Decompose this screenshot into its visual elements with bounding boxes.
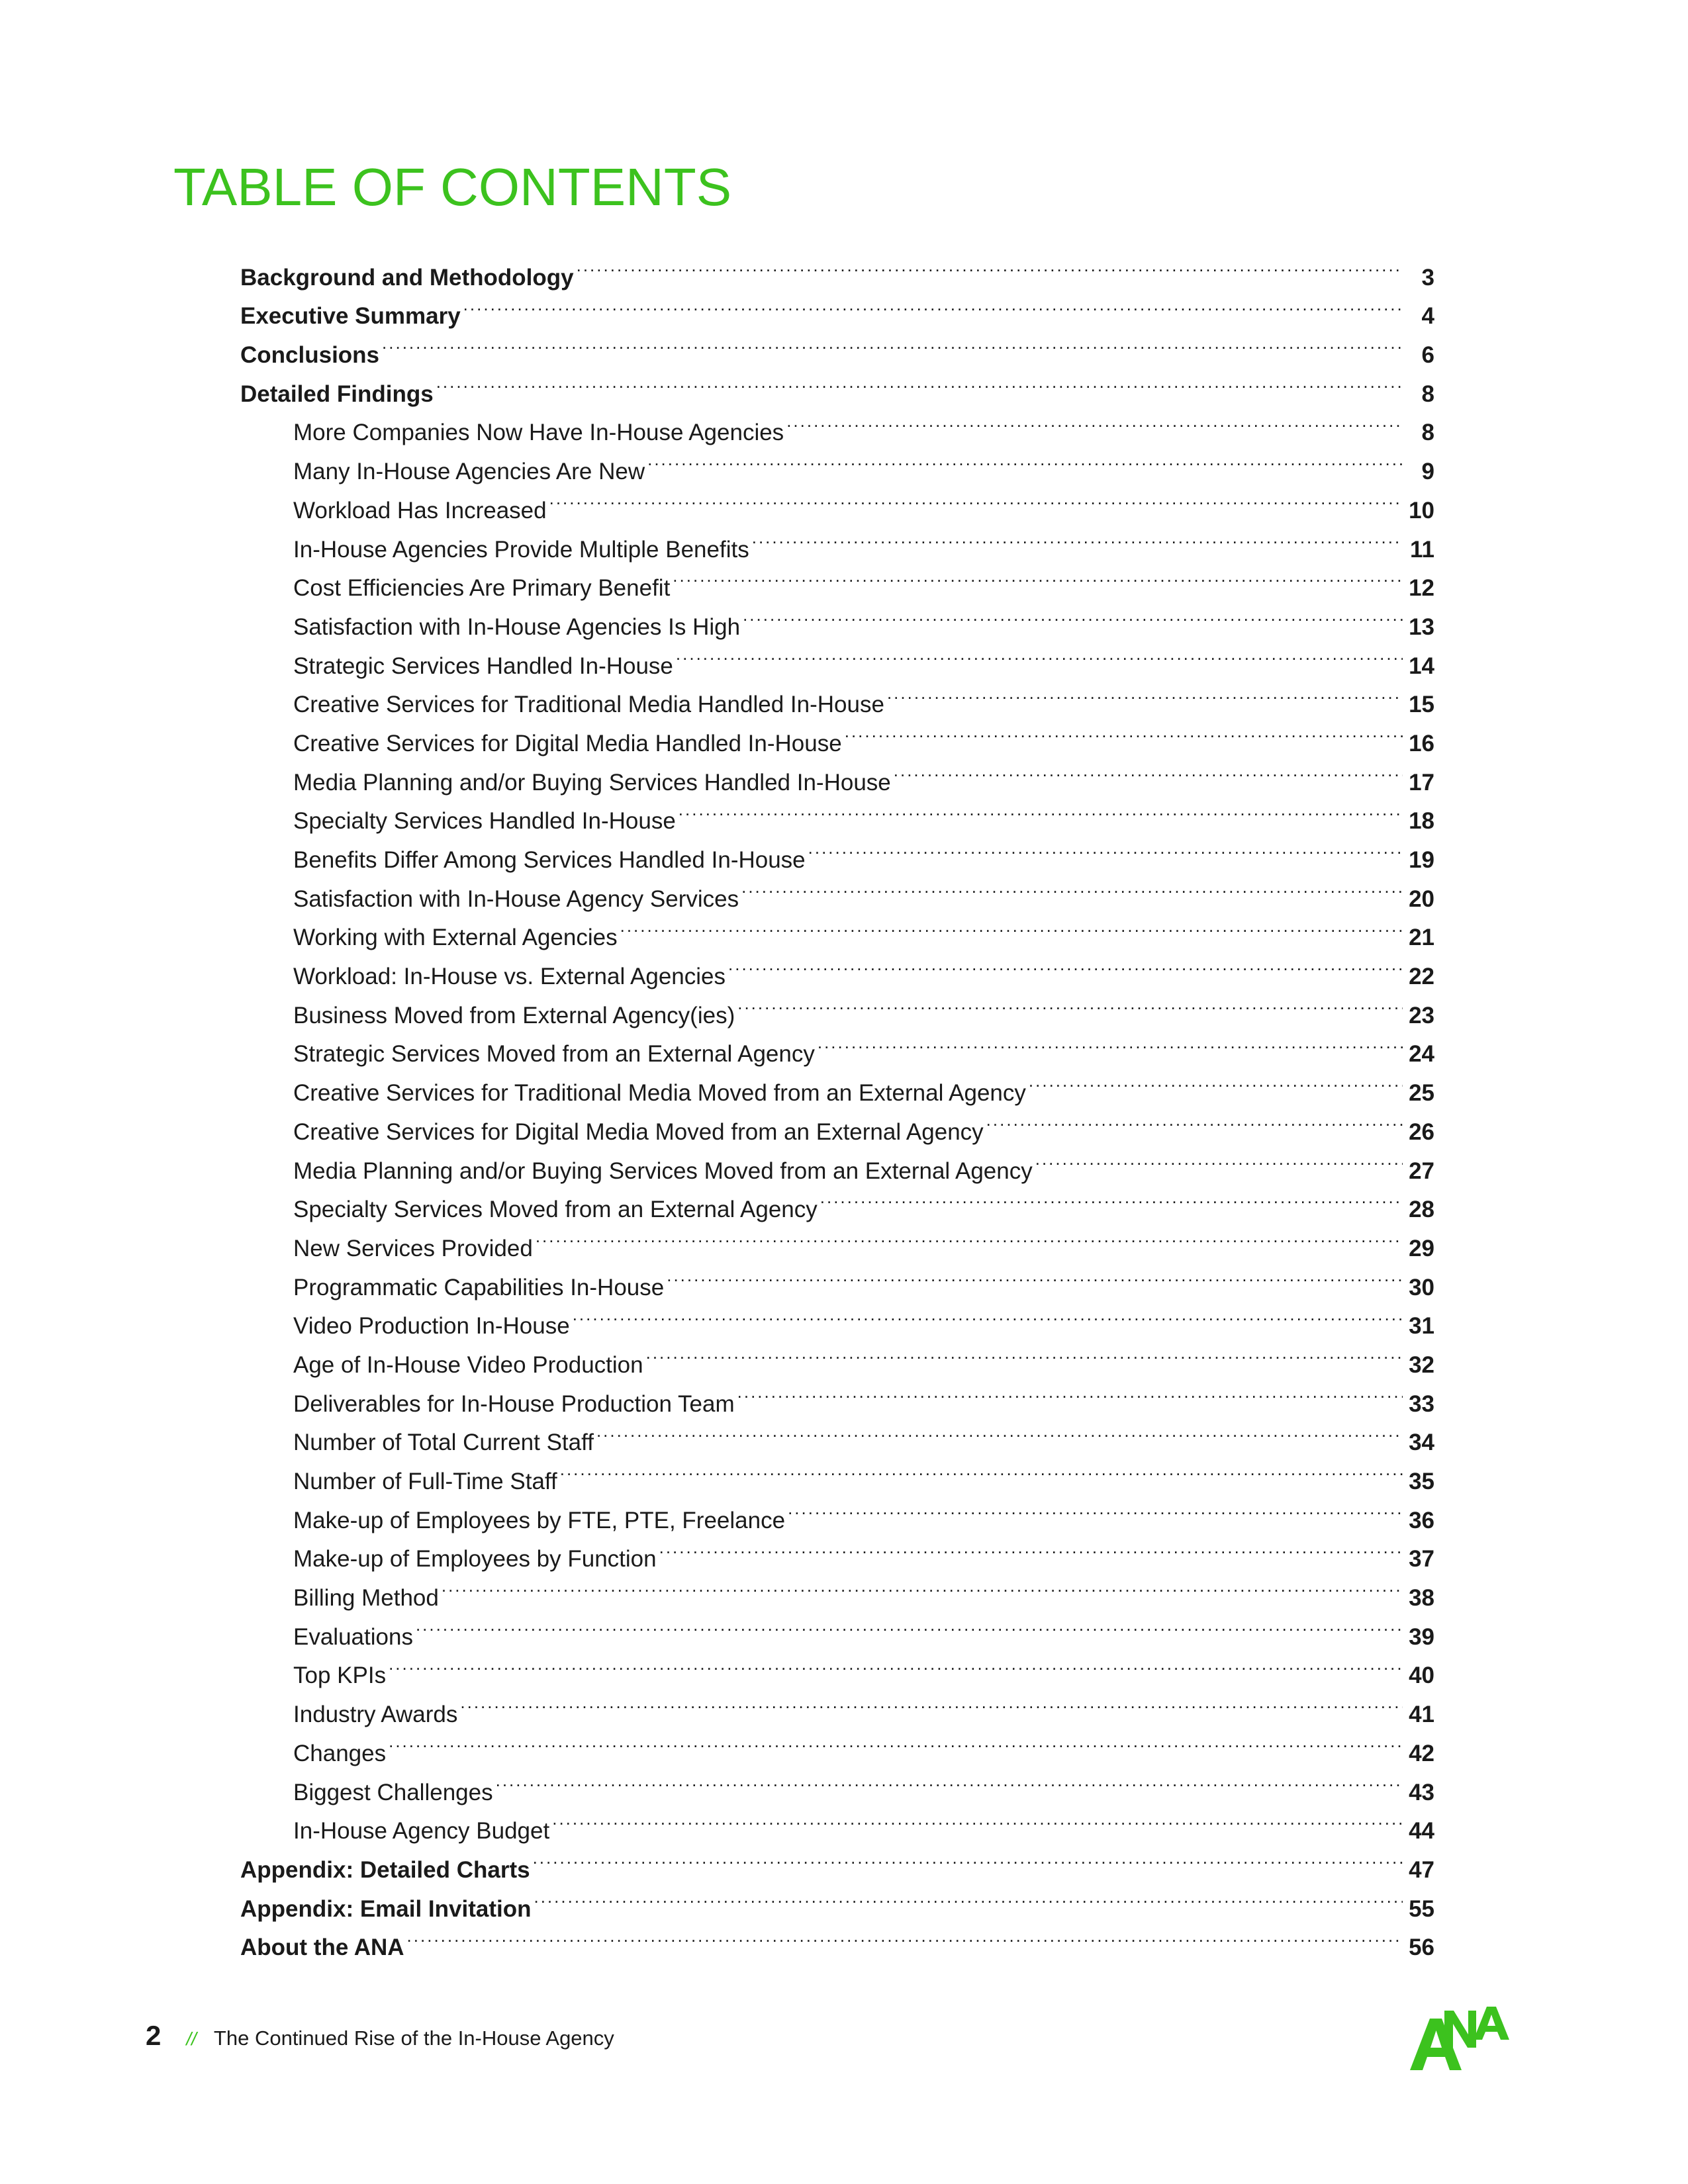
- toc-entry-page-number: 18: [1409, 808, 1434, 835]
- toc-entry-page-number: 43: [1409, 1779, 1434, 1805]
- toc-entry-page-number: 40: [1409, 1662, 1434, 1689]
- toc-dot-leader: [786, 402, 1403, 441]
- toc-entry-title: Deliverables for In-House Production Team: [293, 1390, 735, 1417]
- toc-entry-title: Cost Efficiencies Are Primary Benefit: [293, 575, 671, 602]
- toc-entry-page-number: 30: [1409, 1274, 1434, 1300]
- toc-entry[interactable]: [240, 1722, 1434, 1766]
- toc-entry-title: Top KPIs: [293, 1662, 387, 1689]
- toc-dot-leader: [596, 1412, 1403, 1451]
- toc-entry-title: Make-up of Employees by Function: [293, 1546, 657, 1572]
- toc-entry-title: Appendix: Email Invitation: [240, 1895, 532, 1922]
- toc-entry-page-number: 24: [1409, 1041, 1434, 1068]
- toc-dot-leader: [887, 674, 1403, 713]
- toc-dot-leader: [667, 1256, 1403, 1295]
- page-title: TABLE OF CONTENTS: [173, 158, 732, 216]
- toc-entry-page-number: 35: [1409, 1469, 1434, 1494]
- toc-dot-leader: [737, 1373, 1403, 1412]
- table-of-contents: [240, 246, 1434, 1961]
- toc-entry-title: Creative Services for Digital Media Moved from an External Agency: [293, 1118, 984, 1145]
- toc-entry-title: In-House Agencies Provide Multiple Benefits: [293, 536, 749, 563]
- toc-dot-leader: [752, 518, 1403, 557]
- toc-entry-title: Specialty Services Moved from an External Agency: [293, 1197, 818, 1223]
- toc-dot-leader: [679, 790, 1403, 829]
- toc-dot-leader: [818, 1023, 1403, 1062]
- toc-entry-title: Media Planning and/or Buying Services Handled In-House: [293, 769, 891, 796]
- toc-dot-leader: [534, 1878, 1403, 1917]
- toc-entry-title: Programmatic Capabilities In-House: [293, 1274, 665, 1300]
- toc-entry[interactable]: [240, 1606, 1434, 1650]
- ana-logo-icon: [1407, 2005, 1513, 2071]
- toc-entry-page-number: 19: [1409, 847, 1434, 873]
- toc-entry-page-number: 44: [1409, 1818, 1434, 1844]
- ana-logo-n: [1444, 2011, 1476, 2048]
- toc-entry-title: Background and Methodology: [240, 264, 574, 291]
- toc-entry-page-number: 42: [1409, 1740, 1434, 1766]
- toc-entry[interactable]: [240, 324, 1434, 369]
- toc-entry-page-number: 4: [1421, 303, 1434, 330]
- footer-document-title: The Continued Rise of the In-House Agency: [213, 2026, 614, 2050]
- toc-entry-title: Changes: [293, 1740, 387, 1766]
- toc-dot-leader: [808, 829, 1403, 868]
- toc-entry-page-number: 8: [1421, 420, 1434, 446]
- toc-dot-leader: [894, 751, 1403, 790]
- toc-entry-title: Conclusions: [240, 342, 380, 369]
- toc-dot-leader: [743, 596, 1403, 635]
- toc-dot-leader: [986, 1101, 1403, 1140]
- toc-entry[interactable]: [240, 1645, 1434, 1689]
- toc-entry-page-number: 37: [1409, 1546, 1434, 1572]
- toc-entry-title: Workload Has Increased: [293, 497, 547, 523]
- toc-dot-leader: [659, 1528, 1403, 1567]
- toc-dot-leader: [536, 1217, 1403, 1256]
- toc-dot-leader: [442, 1567, 1403, 1606]
- toc-entry-page-number: 38: [1409, 1585, 1434, 1612]
- toc-entry-page-number: 25: [1409, 1080, 1434, 1107]
- toc-entry-title: Detailed Findings: [240, 381, 434, 407]
- toc-entry-title: Industry Awards: [293, 1702, 458, 1728]
- toc-dot-leader: [436, 363, 1403, 402]
- toc-entry-title: Creative Services for Traditional Media Handled In-House: [293, 692, 884, 718]
- toc-entry-title: Make-up of Employees by FTE, PTE, Freelance: [293, 1507, 786, 1533]
- toc-entry-page-number: 8: [1421, 381, 1434, 407]
- toc-entry[interactable]: [240, 1683, 1434, 1728]
- footer-separator: //: [186, 2028, 197, 2049]
- toc-entry-title: Workload: In-House vs. External Agencies: [293, 964, 726, 990]
- toc-entry[interactable]: [240, 246, 1434, 291]
- page-footer: [146, 2020, 614, 2052]
- toc-dot-leader: [820, 1179, 1403, 1218]
- toc-entry-title: Satisfaction with In-House Agency Services: [293, 886, 739, 912]
- toc-entry-title: Video Production In-House: [293, 1313, 570, 1340]
- toc-dot-leader: [463, 285, 1403, 324]
- toc-dot-leader: [460, 1683, 1403, 1722]
- toc-dot-leader: [647, 440, 1403, 479]
- toc-dot-leader: [737, 984, 1403, 1023]
- toc-entry-title: Number of Total Current Staff: [293, 1430, 594, 1456]
- toc-entry-title: Billing Method: [293, 1585, 439, 1612]
- toc-dot-leader: [533, 1839, 1403, 1878]
- toc-dot-leader: [1029, 1062, 1403, 1101]
- toc-entry-title: Executive Summary: [240, 303, 461, 330]
- toc-entry-page-number: 28: [1409, 1197, 1434, 1223]
- toc-entry-title: Age of In-House Video Production: [293, 1351, 643, 1378]
- toc-entry-title: Appendix: Detailed Charts: [240, 1856, 530, 1883]
- toc-entry-title: Strategic Services Moved from an External Agency: [293, 1041, 815, 1068]
- toc-entry-page-number: 9: [1421, 459, 1434, 485]
- toc-entry-title: Satisfaction with In-House Agencies Is High: [293, 614, 741, 640]
- toc-dot-leader: [673, 557, 1403, 596]
- toc-entry[interactable]: [240, 1761, 1434, 1805]
- toc-dot-leader: [389, 1722, 1403, 1761]
- toc-entry[interactable]: [240, 1917, 1434, 1961]
- toc-entry-page-number: 3: [1421, 264, 1434, 291]
- toc-entry-title: New Services Provided: [293, 1235, 533, 1261]
- toc-dot-leader: [560, 1450, 1403, 1489]
- toc-entry-title: Many In-House Agencies Are New: [293, 459, 645, 485]
- toc-entry-title: Creative Services for Digital Media Handled In-House: [293, 730, 842, 756]
- toc-entry-title: Number of Full-Time Staff: [293, 1469, 557, 1494]
- toc-dot-leader: [728, 945, 1403, 984]
- toc-dot-leader: [620, 907, 1403, 946]
- toc-entry-title: Biggest Challenges: [293, 1779, 493, 1805]
- toc-dot-leader: [552, 1800, 1403, 1839]
- toc-entry-page-number: 55: [1409, 1895, 1434, 1922]
- toc-dot-leader: [577, 246, 1403, 285]
- toc-dot-leader: [845, 712, 1403, 751]
- toc-entry-title: Specialty Services Handled In-House: [293, 808, 676, 835]
- toc-entry-page-number: 36: [1409, 1507, 1434, 1533]
- toc-dot-leader: [741, 868, 1403, 907]
- toc-entry-page-number: 6: [1421, 342, 1434, 369]
- toc-entry-page-number: 15: [1409, 692, 1434, 718]
- toc-entry-title: Creative Services for Traditional Media Moved from an External Agency: [293, 1080, 1026, 1107]
- toc-entry-page-number: 12: [1409, 575, 1434, 602]
- toc-entry-page-number: 32: [1409, 1351, 1434, 1378]
- toc-entry-page-number: 56: [1409, 1934, 1434, 1961]
- toc-entry-page-number: 16: [1409, 730, 1434, 756]
- toc-entry-page-number: 27: [1409, 1158, 1434, 1184]
- toc-entry-page-number: 10: [1409, 497, 1434, 523]
- toc-entry-page-number: 33: [1409, 1390, 1434, 1417]
- toc-entry[interactable]: [240, 363, 1434, 407]
- toc-entry-title: Working with External Agencies: [293, 925, 618, 951]
- toc-dot-leader: [416, 1606, 1403, 1645]
- toc-dot-leader: [646, 1334, 1403, 1373]
- toc-entry-page-number: 22: [1409, 964, 1434, 990]
- toc-entry-title: Media Planning and/or Buying Services Moved from an External Agency: [293, 1158, 1033, 1184]
- toc-dot-leader: [389, 1645, 1403, 1684]
- toc-entry-title: In-House Agency Budget: [293, 1818, 550, 1844]
- toc-entry-title: More Companies Now Have In-House Agencies: [293, 420, 784, 446]
- toc-entry-page-number: 14: [1409, 653, 1434, 679]
- toc-dot-leader: [549, 479, 1403, 518]
- toc-entry-page-number: 34: [1409, 1430, 1434, 1456]
- toc-entry-page-number: 29: [1409, 1235, 1434, 1261]
- toc-entry-page-number: 26: [1409, 1118, 1434, 1145]
- toc-entry-page-number: 47: [1409, 1856, 1434, 1883]
- toc-dot-leader: [788, 1489, 1403, 1528]
- toc-dot-leader: [676, 635, 1403, 674]
- toc-entry-title: About the ANA: [240, 1934, 404, 1961]
- toc-entry-page-number: 41: [1409, 1702, 1434, 1728]
- toc-entry-page-number: 21: [1409, 925, 1434, 951]
- toc-entry-title: Business Moved from External Agency(ies): [293, 1002, 735, 1028]
- toc-dot-leader: [382, 324, 1403, 363]
- toc-dot-leader: [496, 1761, 1403, 1800]
- toc-entry-page-number: 39: [1409, 1623, 1434, 1650]
- toc-entry-title: Benefits Differ Among Services Handled In-House: [293, 847, 806, 873]
- footer-page-number: 2: [146, 2020, 162, 2051]
- toc-entry-page-number: 11: [1410, 536, 1434, 563]
- toc-entry-title: Strategic Services Handled In-House: [293, 653, 673, 679]
- toc-entry-title: Evaluations: [293, 1623, 413, 1650]
- toc-entry-page-number: 23: [1409, 1002, 1434, 1028]
- toc-entry-page-number: 20: [1409, 886, 1434, 912]
- toc-entry-page-number: 13: [1409, 614, 1434, 640]
- toc-dot-leader: [573, 1295, 1403, 1334]
- toc-entry-page-number: 31: [1409, 1313, 1434, 1340]
- toc-dot-leader: [1035, 1140, 1403, 1179]
- toc-entry-page-number: 17: [1409, 769, 1434, 796]
- toc-dot-leader: [407, 1917, 1403, 1956]
